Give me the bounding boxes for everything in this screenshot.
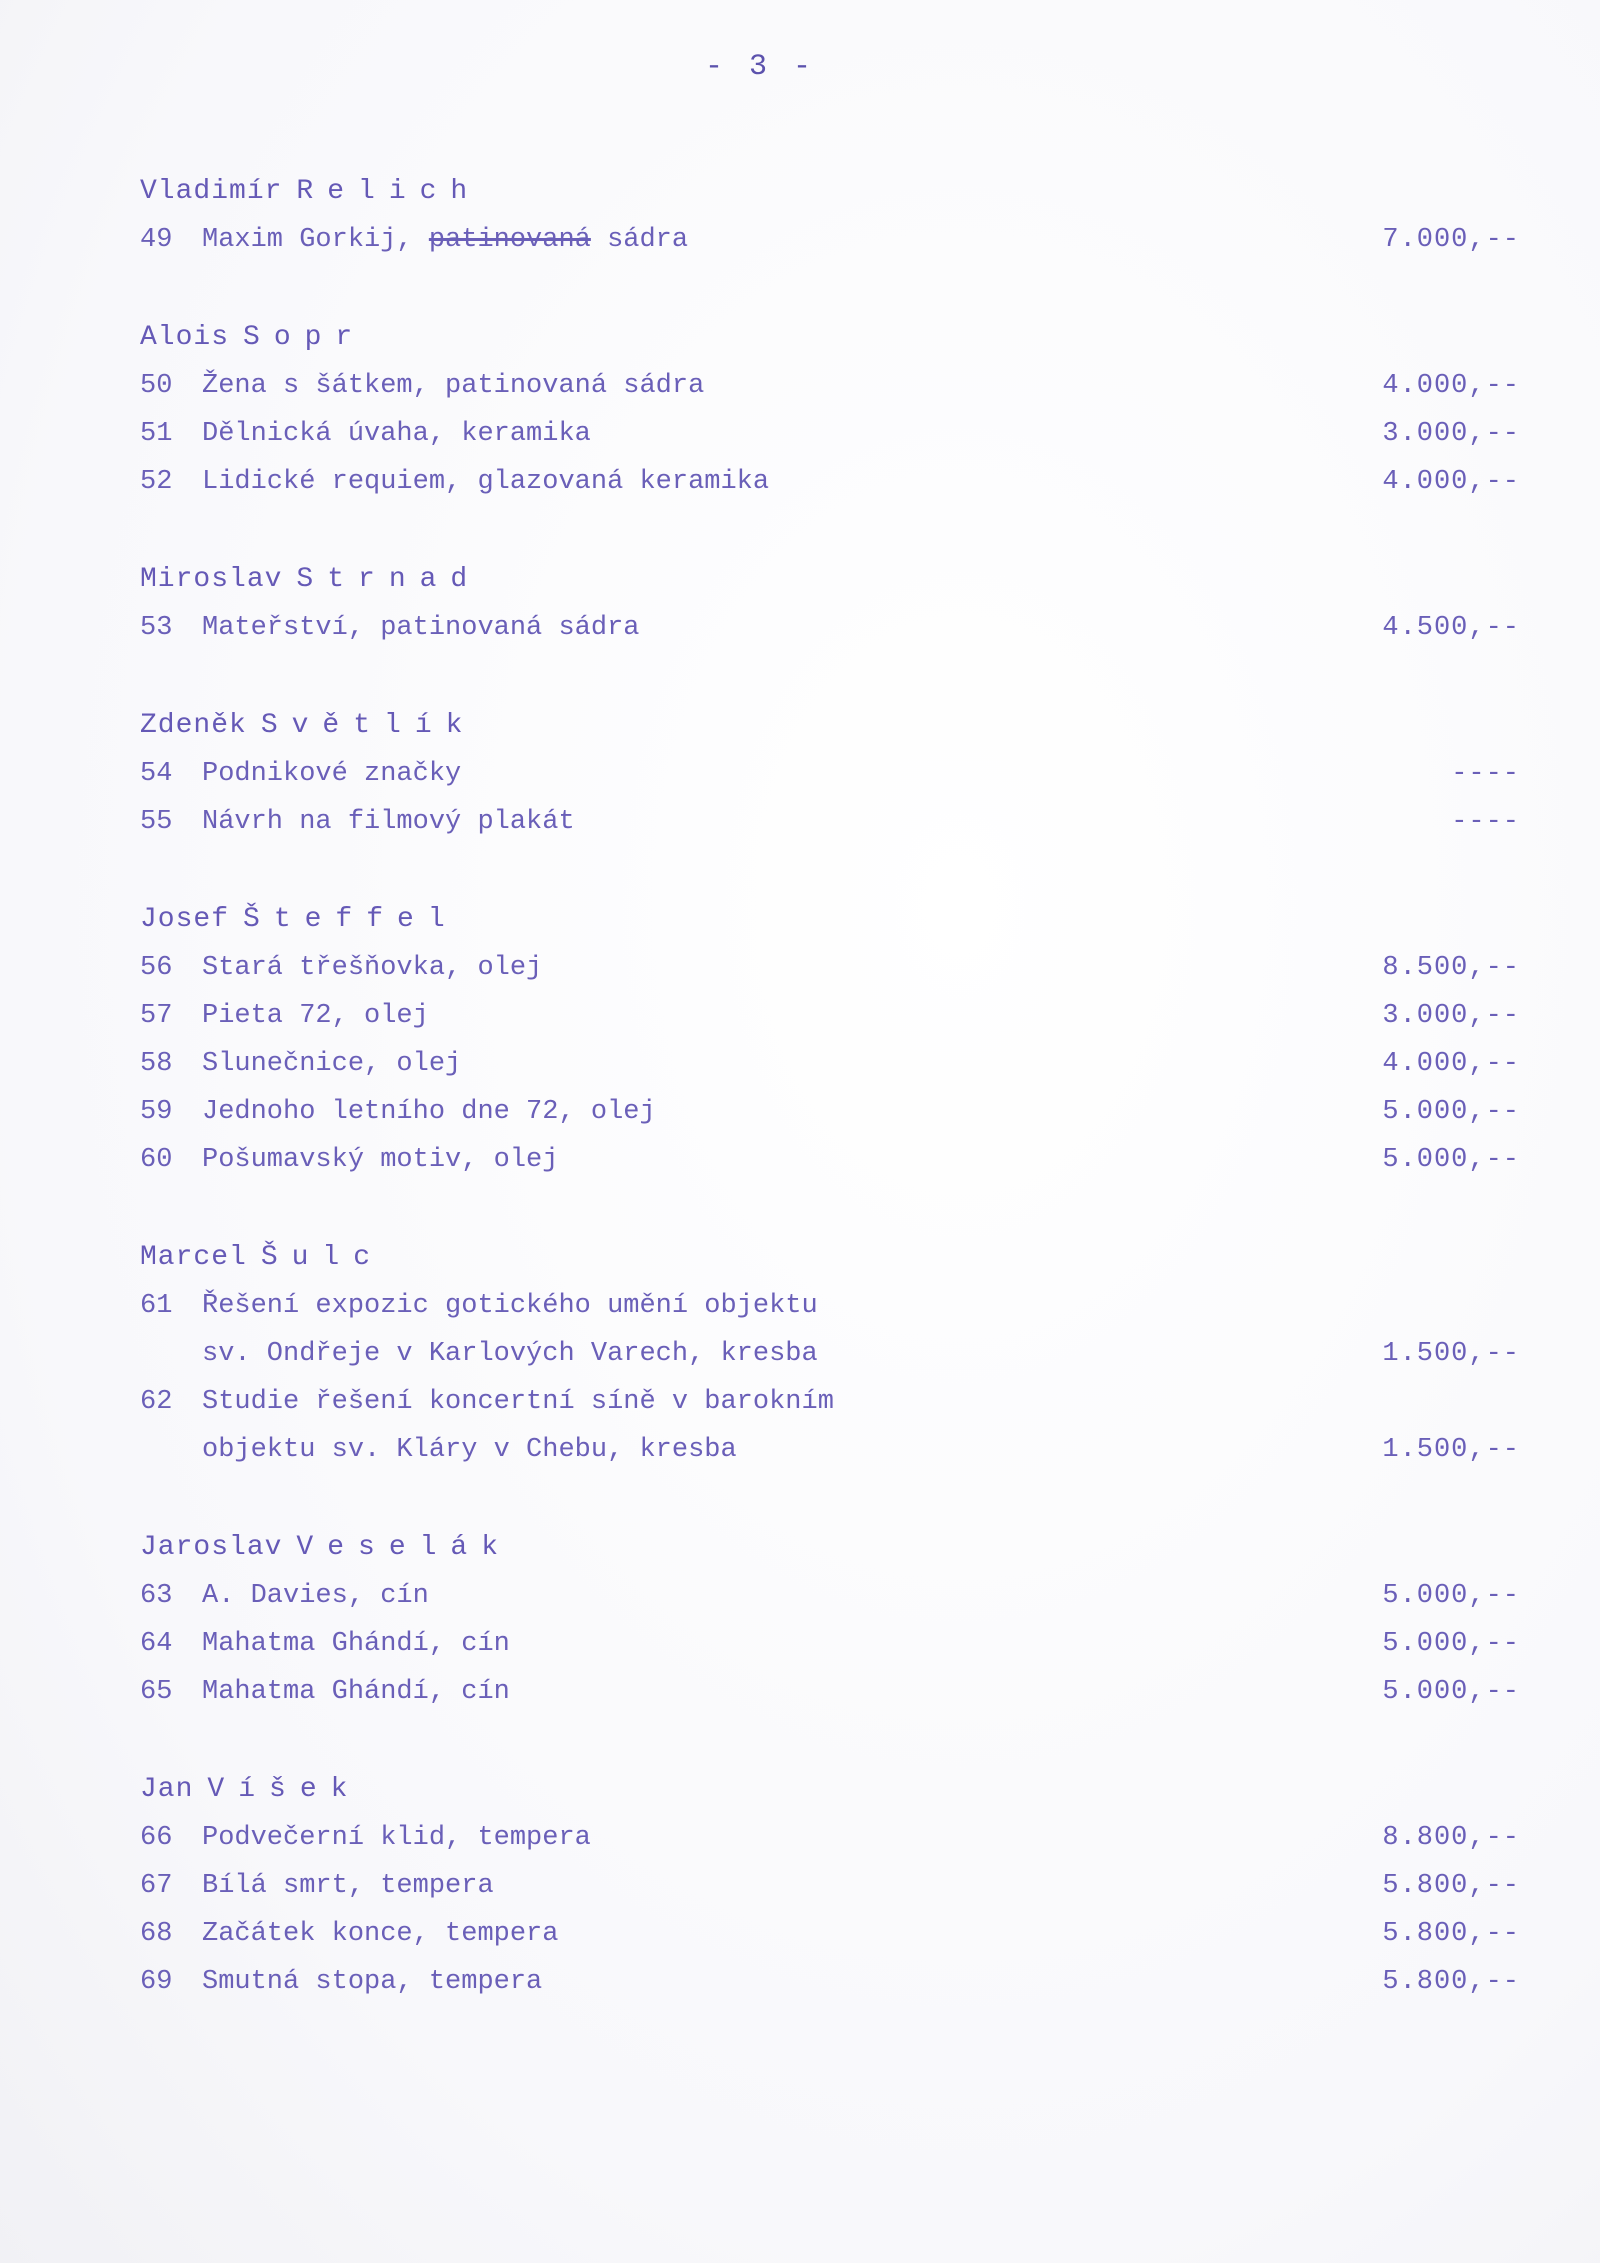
catalog-item	[140, 1668, 1520, 1716]
item-number: 59	[140, 1097, 173, 1127]
item-number: 55	[140, 807, 173, 837]
item-number: 49	[140, 225, 173, 255]
catalog-item	[140, 1814, 1520, 1862]
item-number: 52	[140, 467, 173, 497]
item-price: ----	[1451, 807, 1520, 837]
artist-surname: Víšek	[207, 1774, 362, 1805]
artist-first-name: Josef	[140, 904, 230, 935]
artist-name	[140, 1766, 1520, 1814]
item-price: 5.000,--	[1382, 1145, 1520, 1175]
item-description: Žena s šátkem, patinovaná sádra	[202, 371, 705, 401]
catalog-item	[140, 458, 1520, 506]
catalog-item	[140, 410, 1520, 458]
item-number: 56	[140, 953, 173, 983]
catalog-item	[140, 1572, 1520, 1620]
item-price: 3.000,--	[1382, 1001, 1520, 1031]
item-description: Návrh na filmový plakát	[202, 807, 575, 837]
artist-first-name: Marcel	[140, 1242, 247, 1273]
item-price: ----	[1451, 759, 1520, 789]
catalog-item	[140, 992, 1520, 1040]
item-price: 8.500,--	[1382, 953, 1520, 983]
catalog-item	[140, 1040, 1520, 1088]
artist-name	[140, 556, 1520, 604]
catalog-item	[140, 798, 1520, 846]
catalog-item	[140, 1282, 1520, 1330]
item-description: Mahatma Ghándí, cín	[202, 1677, 510, 1707]
item-description: Podvečerní klid, tempera	[202, 1823, 591, 1853]
artist-name	[140, 1234, 1520, 1282]
artist-first-name: Jan	[140, 1774, 194, 1805]
item-price: 5.800,--	[1382, 1871, 1520, 1901]
item-number: 60	[140, 1145, 173, 1175]
artist-block	[140, 1766, 1520, 2006]
item-number: 51	[140, 419, 173, 449]
catalog-item	[140, 604, 1520, 652]
artist-name	[140, 168, 1520, 216]
catalog-item	[140, 1426, 1520, 1474]
item-description: Řešení expozic gotického umění objektu	[202, 1291, 818, 1321]
item-price: 4.000,--	[1382, 467, 1520, 497]
catalog-item	[140, 1330, 1520, 1378]
item-description: Mahatma Ghándí, cín	[202, 1629, 510, 1659]
artist-block	[140, 556, 1520, 652]
catalog-item	[140, 1958, 1520, 2006]
item-description: Lidické requiem, glazovaná keramika	[202, 467, 770, 497]
item-price: 4.000,--	[1382, 1049, 1520, 1079]
catalog-item	[140, 944, 1520, 992]
item-description: Začátek konce, tempera	[202, 1919, 559, 1949]
artist-first-name: Miroslav	[140, 564, 283, 595]
artist-block	[140, 314, 1520, 506]
item-price: 5.000,--	[1382, 1629, 1520, 1659]
catalog-item	[140, 1862, 1520, 1910]
artist-surname: Strnad	[296, 564, 482, 595]
item-number: 62	[140, 1387, 173, 1417]
artist-block	[140, 702, 1520, 846]
item-number: 63	[140, 1581, 173, 1611]
item-price: 1.500,--	[1382, 1339, 1520, 1369]
item-price: 5.000,--	[1382, 1677, 1520, 1707]
item-description: Jednoho letního dne 72, olej	[202, 1097, 656, 1127]
artist-name	[140, 702, 1520, 750]
catalog-item	[140, 362, 1520, 410]
catalog-list	[140, 168, 1520, 2056]
item-description: Podnikové značky	[202, 759, 462, 789]
item-number: 61	[140, 1291, 173, 1321]
artist-first-name: Jaroslav	[140, 1532, 283, 1563]
artist-name	[140, 896, 1520, 944]
item-description: Pieta 72, olej	[202, 1001, 429, 1031]
artist-first-name: Zdeněk	[140, 710, 247, 741]
catalog-item	[140, 1088, 1520, 1136]
artist-surname: Sopr	[243, 322, 367, 353]
item-number: 67	[140, 1871, 173, 1901]
struck-text: patinovaná	[428, 225, 591, 255]
item-number: 57	[140, 1001, 173, 1031]
item-description: Bílá smrt, tempera	[202, 1871, 494, 1901]
item-description: Pošumavský motiv, olej	[202, 1145, 559, 1175]
item-price: 5.000,--	[1382, 1097, 1520, 1127]
artist-first-name: Alois	[140, 322, 230, 353]
catalog-item	[140, 216, 1520, 264]
artist-surname: Šulc	[260, 1242, 385, 1273]
item-number: 65	[140, 1677, 173, 1707]
item-description: Smutná stopa, tempera	[202, 1967, 543, 1997]
artist-surname: Šteffel	[243, 904, 459, 935]
item-price: 5.000,--	[1382, 1581, 1520, 1611]
item-description: sv. Ondřeje v Karlových Varech, kresba	[202, 1339, 818, 1369]
item-price: 8.800,--	[1382, 1823, 1520, 1853]
item-description: A. Davies, cín	[202, 1581, 429, 1611]
item-number: 50	[140, 371, 173, 401]
item-description: objektu sv. Kláry v Chebu, kresba	[202, 1435, 737, 1465]
artist-name	[140, 1524, 1520, 1572]
artist-name	[140, 314, 1520, 362]
item-number: 58	[140, 1049, 173, 1079]
catalog-item	[140, 1620, 1520, 1668]
item-number: 54	[140, 759, 173, 789]
item-price: 4.000,--	[1382, 371, 1520, 401]
item-price: 3.000,--	[1382, 419, 1520, 449]
item-description: Stará třešňovka, olej	[202, 953, 543, 983]
item-number: 68	[140, 1919, 173, 1949]
artist-surname: Světlík	[260, 710, 477, 741]
item-number: 64	[140, 1629, 173, 1659]
item-price: 1.500,--	[1382, 1435, 1520, 1465]
item-description: Mateřství, patinovaná sádra	[202, 613, 640, 643]
artist-block	[140, 1234, 1520, 1474]
item-number: 66	[140, 1823, 173, 1853]
item-description: Dělnická úvaha, keramika	[202, 419, 591, 449]
artist-surname: Veselák	[296, 1532, 513, 1563]
page-number: - 3 -	[704, 50, 815, 84]
artist-surname: Relich	[296, 176, 482, 207]
item-price: 7.000,--	[1382, 225, 1520, 255]
item-price: 4.500,--	[1382, 613, 1520, 643]
catalog-item	[140, 1136, 1520, 1184]
artist-block	[140, 896, 1520, 1184]
item-number: 53	[140, 613, 173, 643]
item-description: Studie řešení koncertní síně v barokním	[202, 1387, 834, 1417]
item-price: 5.800,--	[1382, 1919, 1520, 1949]
item-number: 69	[140, 1967, 173, 1997]
item-description: Maxim Gorkij, patinovaná sádra	[202, 225, 689, 255]
catalog-item	[140, 750, 1520, 798]
item-price: 5.800,--	[1382, 1967, 1520, 1997]
artist-block	[140, 168, 1520, 264]
catalog-item	[140, 1378, 1520, 1426]
artist-first-name: Vladimír	[140, 176, 283, 207]
artist-block	[140, 1524, 1520, 1716]
catalog-item	[140, 1910, 1520, 1958]
item-description: Slunečnice, olej	[202, 1049, 462, 1079]
